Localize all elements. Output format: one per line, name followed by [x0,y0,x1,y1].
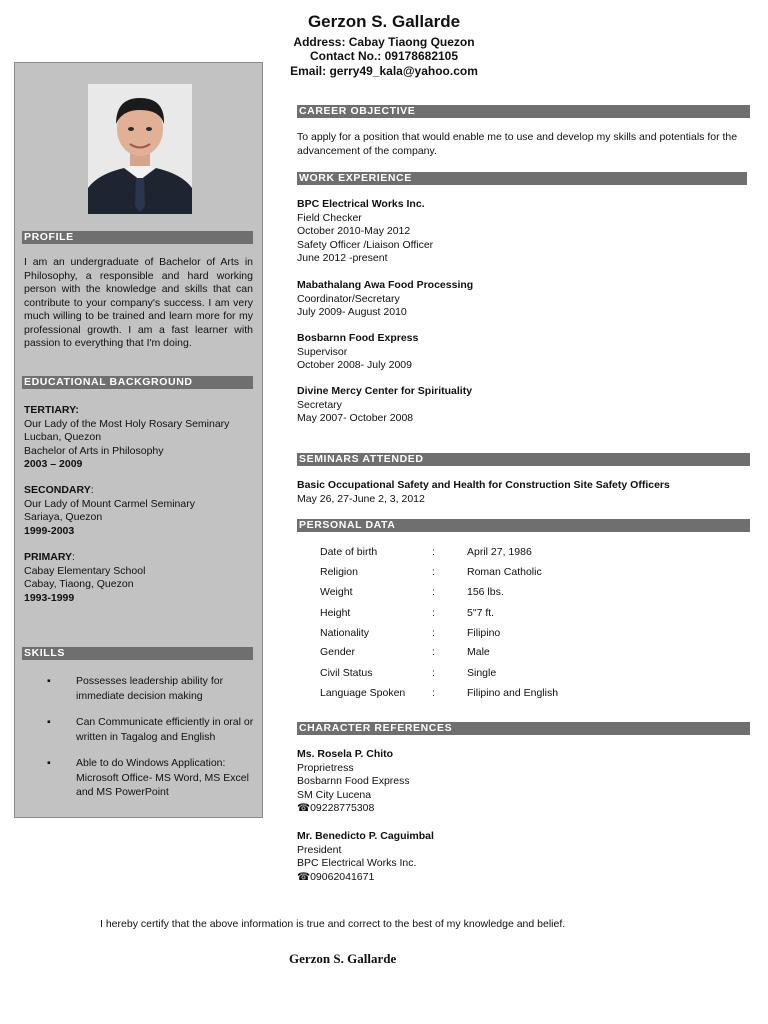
tertiary-label: TERTIARY: [24,404,79,416]
personal-colon: : [432,627,435,639]
work-company: Bosbarnn Food Express [297,332,419,344]
phone-icon: ☎ [297,802,311,814]
reference-company: Bosbarnn Food Express [297,775,410,787]
career-heading: CAREER OBJECTIVE [297,105,750,118]
profile-heading: PROFILE [22,231,253,244]
personal-value: 156 lbs. [467,586,504,598]
work-dates: July 2009- August 2010 [297,306,407,318]
education-secondary [24,484,259,538]
work-entry [297,332,737,373]
work-heading: WORK EXPERIENCE [297,172,747,185]
work-dates: October 2008- July 2009 [297,359,412,371]
certification-statement: I hereby certify that the above information is true and correct to the best of my knowledge and belief. [100,918,566,930]
email-line: Email: gerry49_kala@yahoo.com [290,64,478,78]
personal-row [320,546,740,560]
secondary-years: 1999-2003 [24,524,75,537]
personal-value: Filipino [467,627,501,639]
work-position: Safety Officer /Liaison Officer [297,238,434,251]
personal-colon: : [432,607,435,619]
skill-text: Able to do Windows Application: Microsoft Office- MS Word, MS Excel and MS PowerPoint [76,757,249,798]
career-text: To apply for a position that would enable me to use and develop my skills and potentials for the advancement of the company. [297,131,738,157]
personal-colon: : [432,566,435,578]
phone-icon: ☎ [297,870,311,883]
personal-value: Roman Catholic [467,566,542,578]
reference-entry [297,748,737,816]
personal-colon: : [432,646,435,658]
work-entry [297,198,737,266]
primary-years: 1993-1999 [24,591,75,604]
personal-row [320,687,740,701]
work-entry [297,385,737,426]
personal-row [320,586,740,600]
personal-value: Male [467,646,490,658]
personal-colon: : [432,546,435,558]
reference-phone: 09228775308 [310,802,375,814]
bullet-icon: ▪ [47,716,51,728]
reference-name: Mr. Benedicto P. Caguimbal [297,830,434,842]
skills-heading: SKILLS [22,647,253,660]
education-primary [24,551,259,605]
tertiary-degree: Bachelor of Arts in Philosophy [24,444,164,457]
education-heading: EDUCATIONAL BACKGROUND [22,376,253,389]
work-dates: October 2010-May 2012 [297,225,411,237]
work-dates: June 2012 -present [297,252,388,264]
reference-title: Proprietress [297,761,354,774]
personal-row [320,646,740,660]
seminar-entry [297,479,750,506]
secondary-school: Our Lady of Mount Carmel Seminary [24,497,195,510]
reference-phone: 09062041671 [310,870,375,883]
secondary-colon: : [90,484,94,496]
profile-photo [88,84,192,214]
work-dates: May 2007- October 2008 [297,412,414,424]
secondary-label: SECONDARY [24,484,91,496]
education-tertiary [24,404,259,472]
personal-row [320,607,740,621]
work-position: Secretary [297,398,342,411]
personal-row [320,566,740,580]
skill-text: Can Communicate efficiently in oral or written in Tagalog and English [76,716,254,743]
personal-row [320,667,740,681]
personal-value: 5"7 ft. [467,607,495,619]
personal-label: Date of birth [320,546,378,558]
personal-colon: : [432,687,435,699]
address-line: Address: Cabay Tiaong Quezon [293,35,475,49]
personal-label: Weight [320,586,353,598]
work-company: BPC Electrical Works Inc. [297,198,425,210]
profile-text: I am an undergraduate of Bachelor of Arts in Philosophy, a responsible and hard working person with the knowledge and skills that can contribute to your company's success. I am very much willing to be trained and learn more for my professional growth. I am a fast learner with passion to everything that I'm doing. [24,256,253,349]
personal-value: Filipino and English [467,687,559,699]
reference-location: SM City Lucena [297,788,372,801]
tertiary-school: Our Lady of the Most Holy Rosary Seminary [24,417,230,430]
primary-school: Cabay Elementary School [24,564,146,577]
signature-name: Gerzon S. Gallarde [289,951,397,966]
personal-label: Nationality [320,627,370,639]
references-heading: CHARACTER REFERENCES [297,722,750,735]
work-position: Supervisor [297,345,348,358]
personal-label: Religion [320,566,358,578]
reference-company: BPC Electrical Works Inc. [297,857,417,869]
contact-line: Contact No.: 09178682105 [309,49,459,63]
applicant-name: Gerzon S. Gallarde [307,12,461,31]
primary-label: PRIMARY [24,551,73,563]
personal-heading: PERSONAL DATA [297,519,750,532]
seminar-date: May 26, 27-June 2, 3, 2012 [297,492,425,505]
personal-row [320,627,740,641]
tertiary-location: Lucban, Quezon [24,431,102,443]
personal-colon: : [432,667,435,679]
bullet-icon: ▪ [47,675,51,687]
work-position: Coordinator/Secretary [297,292,400,305]
reference-name: Ms. Rosela P. Chito [297,748,394,760]
work-entry [297,279,737,320]
reference-title: President [297,843,342,856]
bullet-icon: ▪ [47,757,51,769]
reference-entry [297,830,737,884]
work-company: Mabathalang Awa Food Processing [297,279,474,291]
secondary-location: Sariaya, Quezon [24,511,103,523]
primary-colon: : [72,551,75,563]
personal-value: April 27, 1986 [467,546,532,558]
personal-label: Civil Status [320,667,373,679]
work-position: Field Checker [297,211,362,224]
personal-label: Gender [320,646,356,658]
personal-label: Language Spoken [320,687,406,699]
seminar-title: Basic Occupational Safety and Health for Construction Site Safety Officers [297,479,670,491]
personal-label: Height [320,607,351,619]
personal-colon: : [432,586,435,598]
tertiary-years: 2003 – 2009 [24,458,83,470]
skills-list [22,674,257,804]
primary-location: Cabay, Tiaong, Quezon [24,578,134,590]
seminars-heading: SEMINARS ATTENDED [297,453,750,466]
skill-text: Possesses leadership ability for immediate decision making [76,675,224,702]
personal-value: Single [467,667,497,679]
work-company: Divine Mercy Center for Spirituality [297,385,473,397]
